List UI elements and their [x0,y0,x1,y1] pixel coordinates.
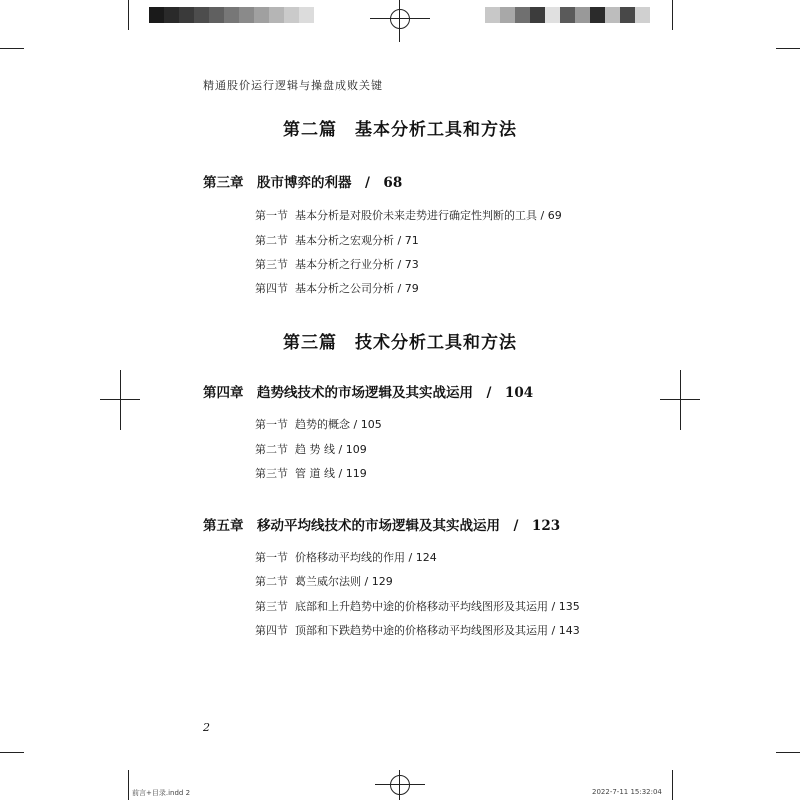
toc-entry [255,256,419,272]
color-bar-left [149,7,314,23]
slug-filename: 前言+目录.indd 2 [132,789,191,797]
section-number: 第四节 [255,282,288,295]
section-number: 第三节 [255,467,288,480]
section-number: 第一节 [255,418,288,431]
toc-entry [255,232,419,248]
toc-entry [255,598,580,614]
section-number: 第二节 [255,234,288,247]
slug-timestamp: 2022-7-11 15:32:04 [592,788,662,796]
section-number: 第一节 [255,209,288,222]
section-title: 顶部和下跌趋势中途的价格移动平均线图形及其运用 / 143 [295,624,580,637]
part-title: 第三篇 技术分析工具和方法 [283,333,517,353]
running-header: 精通股价运行逻辑与操盘成败关键 [203,79,383,92]
chapter-title: 第三章 股市博弈的利器 / 68 [203,175,403,191]
section-title: 基本分析之宏观分析 / 71 [295,234,419,247]
toc-entry [255,573,393,589]
chapter-title: 第五章 移动平均线技术的市场逻辑及其实战运用 / 123 [203,518,561,534]
toc-entry [255,622,580,638]
section-title: 管 道 线 / 119 [295,467,367,480]
toc-entry [255,549,437,565]
section-number: 第二节 [255,575,288,588]
part-title: 第二篇 基本分析工具和方法 [283,120,517,140]
section-title: 基本分析是对股价未来走势进行确定性判断的工具 / 69 [295,209,562,222]
toc-entry [255,416,382,432]
section-title: 价格移动平均线的作用 / 124 [295,551,437,564]
section-title: 底部和上升趋势中途的价格移动平均线图形及其运用 / 135 [295,600,580,613]
section-number: 第三节 [255,600,288,613]
color-bar-right [485,7,650,23]
toc-entry [255,465,367,481]
section-number: 第一节 [255,551,288,564]
section-title: 葛兰威尔法则 / 129 [295,575,393,588]
toc-entry [255,280,419,296]
section-title: 趋 势 线 / 109 [295,443,367,456]
section-number: 第四节 [255,624,288,637]
section-number: 第二节 [255,443,288,456]
toc-entry [255,207,562,223]
section-title: 基本分析之行业分析 / 73 [295,258,419,271]
toc-entry [255,441,367,457]
section-title: 基本分析之公司分析 / 79 [295,282,419,295]
page-number: 2 [203,721,210,734]
section-number: 第三节 [255,258,288,271]
chapter-title: 第四章 趋势线技术的市场逻辑及其实战运用 / 104 [203,385,534,401]
section-title: 趋势的概念 / 105 [295,418,382,431]
